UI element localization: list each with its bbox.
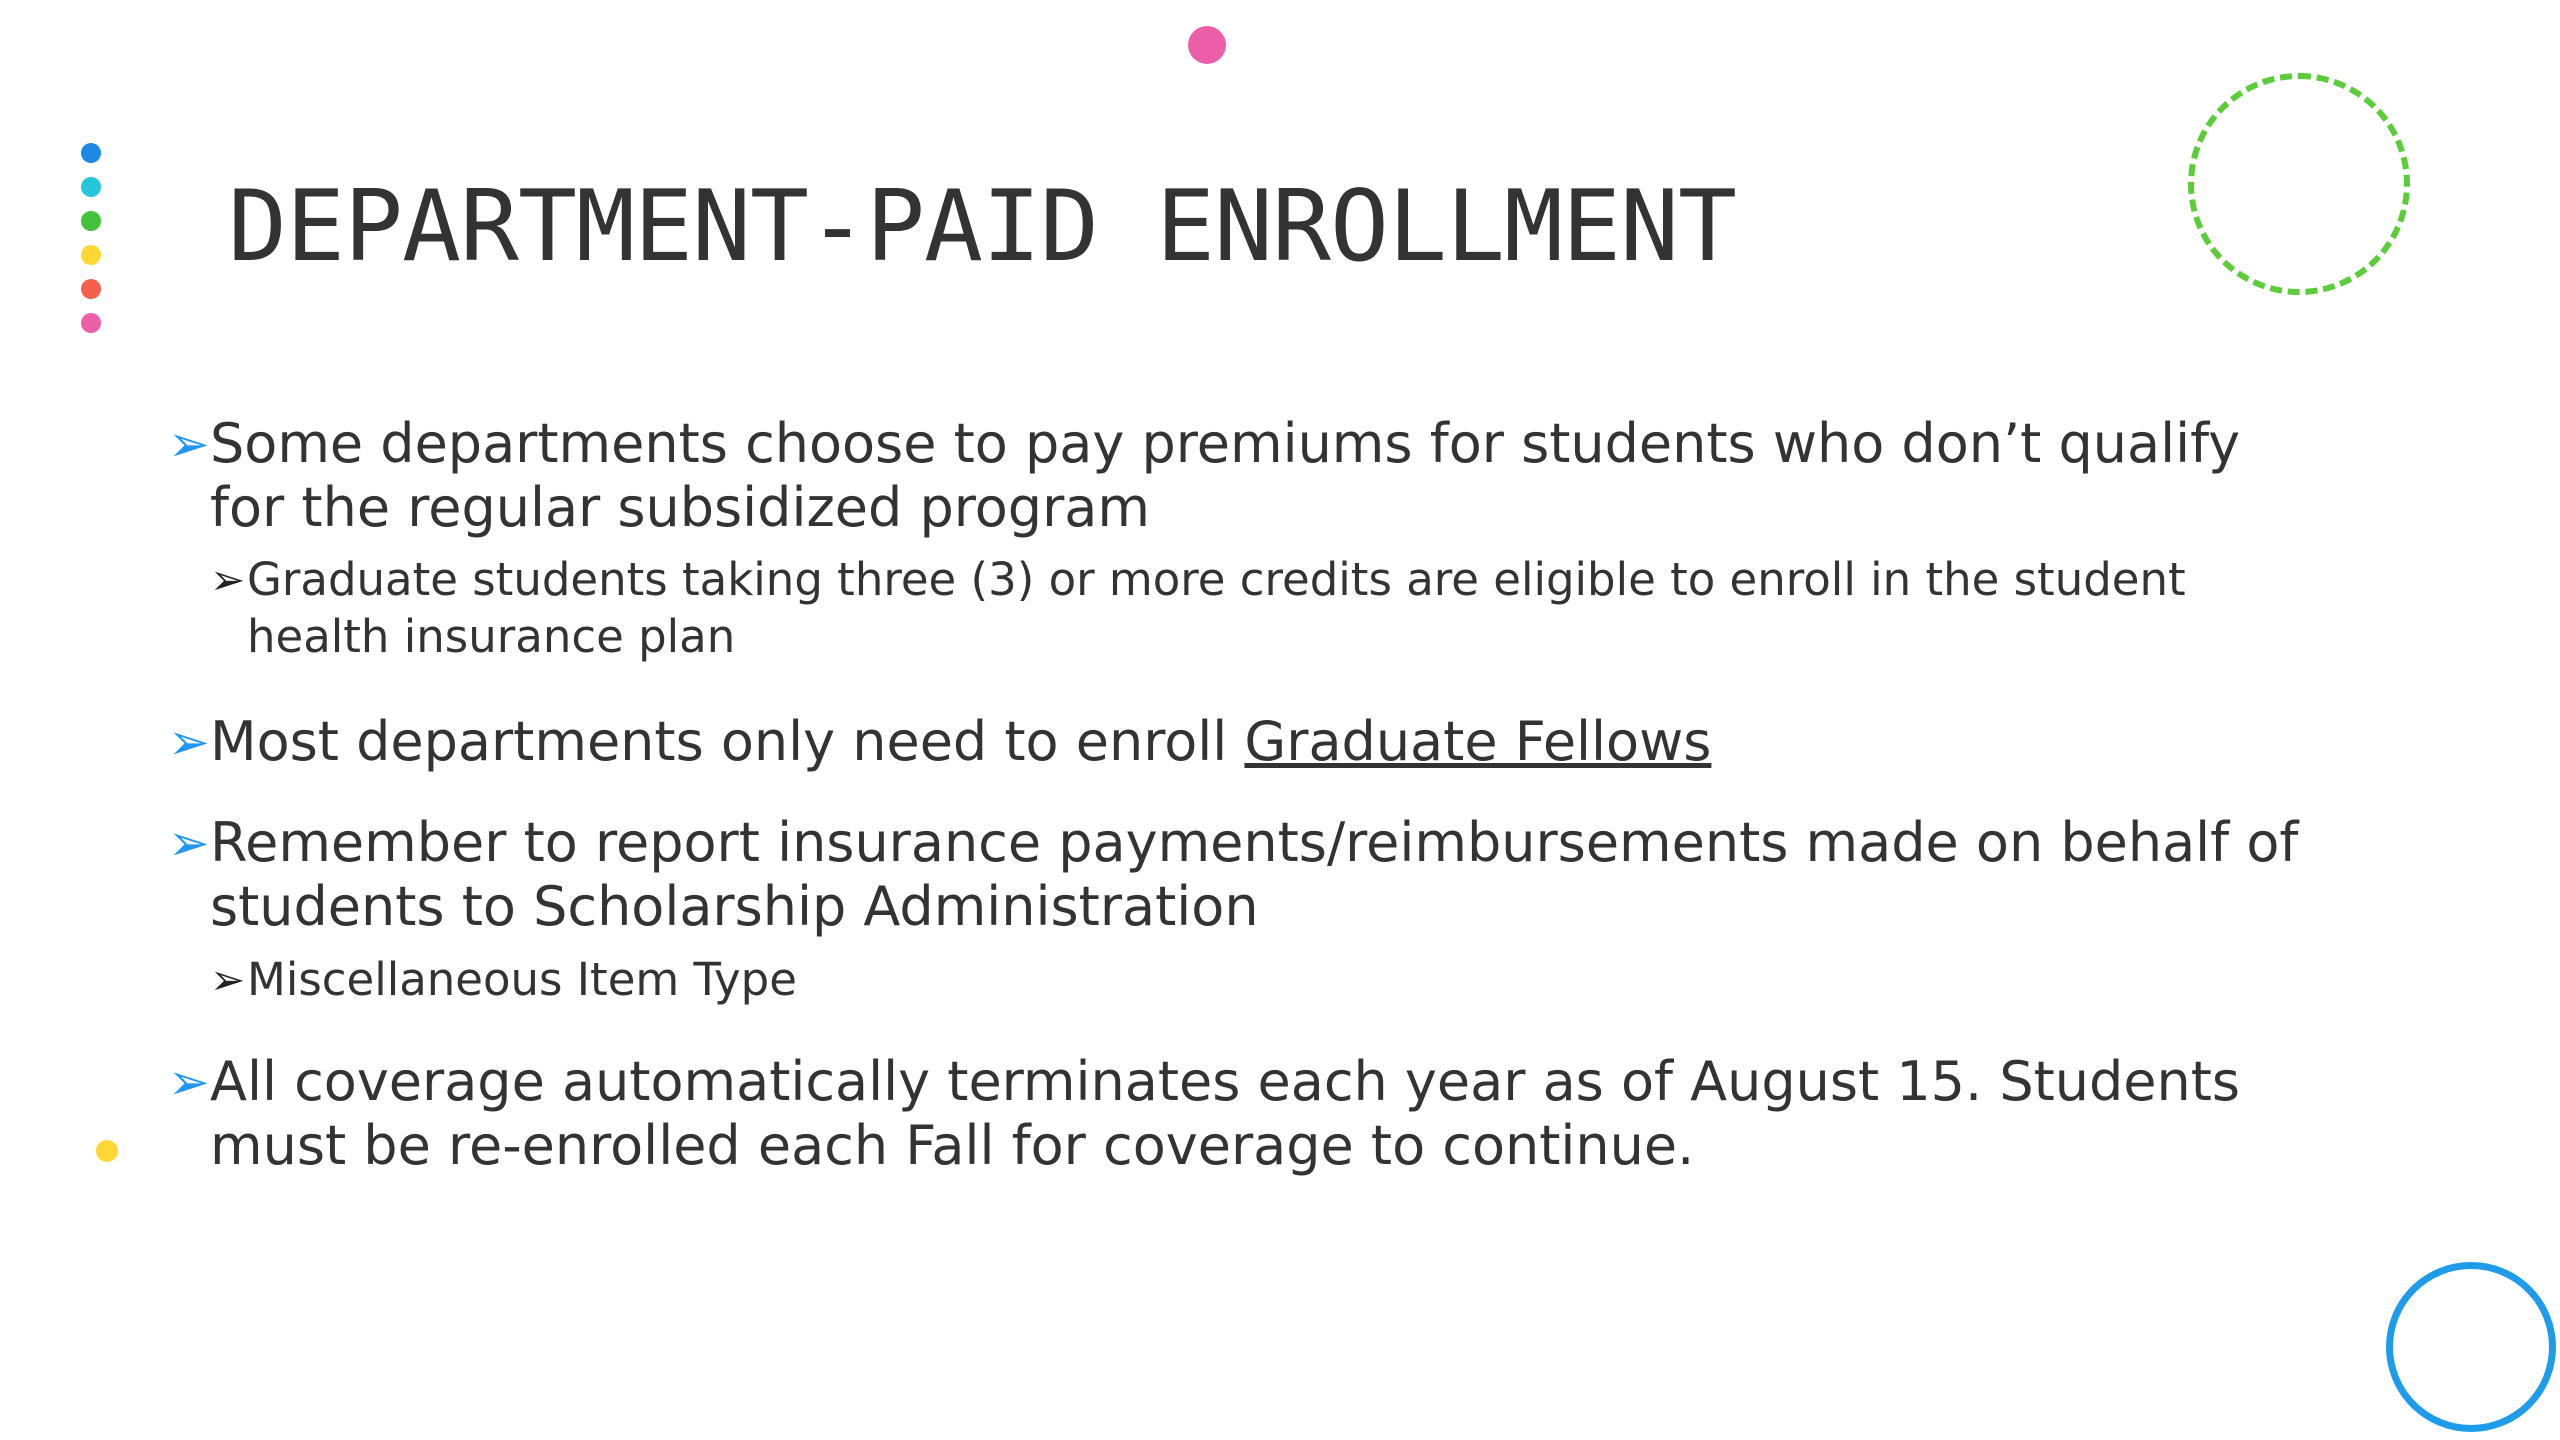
- bullet-4-text: All coverage automatically terminates each year as of August 15. Students must be re-enrolled each Fall for coverage to continue.: [210, 1050, 2241, 1177]
- bullet-2: [168, 710, 2318, 774]
- decor-dot-blue: [81, 143, 101, 163]
- arrow-bullet-icon: ➢: [210, 955, 246, 1004]
- arrow-bullet-icon: ➢: [168, 1053, 210, 1111]
- arrow-bullet-icon: ➢: [168, 814, 210, 872]
- decor-dot-yellow: [81, 245, 101, 265]
- decor-dot-orange: [81, 279, 101, 299]
- bullet-1-text: Some departments choose to pay premiums for students who don’t qualify for the regular subsidized program: [210, 412, 2241, 539]
- bullet-1: [168, 412, 2318, 540]
- graduate-fellows-link[interactable]: Graduate Fellows: [1244, 710, 1712, 773]
- bullet-4: [168, 1050, 2318, 1178]
- decor-blue-circle: [2386, 1262, 2556, 1432]
- sub-bullet-1-text: Graduate students taking three (3) or more credits are eligible to enroll in the student health insurance plan: [247, 553, 2186, 663]
- decor-dot-green: [81, 211, 101, 231]
- decor-dot-yellow-bottom: [96, 1140, 118, 1162]
- decor-dot-pink: [81, 313, 101, 333]
- sub-bullet-3: [210, 951, 2210, 1008]
- decor-dot-cyan: [81, 177, 101, 197]
- bullet-2-text: Most departments only need to enroll: [210, 710, 1245, 773]
- bullet-3-text: Remember to report insurance payments/reimbursements made on behalf of students to Scholarship Administration: [210, 811, 2299, 938]
- decor-dashed-circle: [2188, 73, 2410, 295]
- slide-title: DEPARTMENT-PAID ENROLLMENT: [228, 170, 1737, 284]
- bullet-3: [168, 811, 2318, 939]
- decor-dot-pink-top: [1188, 26, 1226, 64]
- arrow-bullet-icon: ➢: [168, 713, 210, 771]
- sub-bullet-3-text: Miscellaneous Item Type: [247, 953, 797, 1006]
- arrow-bullet-icon: ➢: [168, 415, 210, 473]
- sub-bullet-1: [210, 551, 2210, 665]
- arrow-bullet-icon: ➢: [210, 555, 246, 604]
